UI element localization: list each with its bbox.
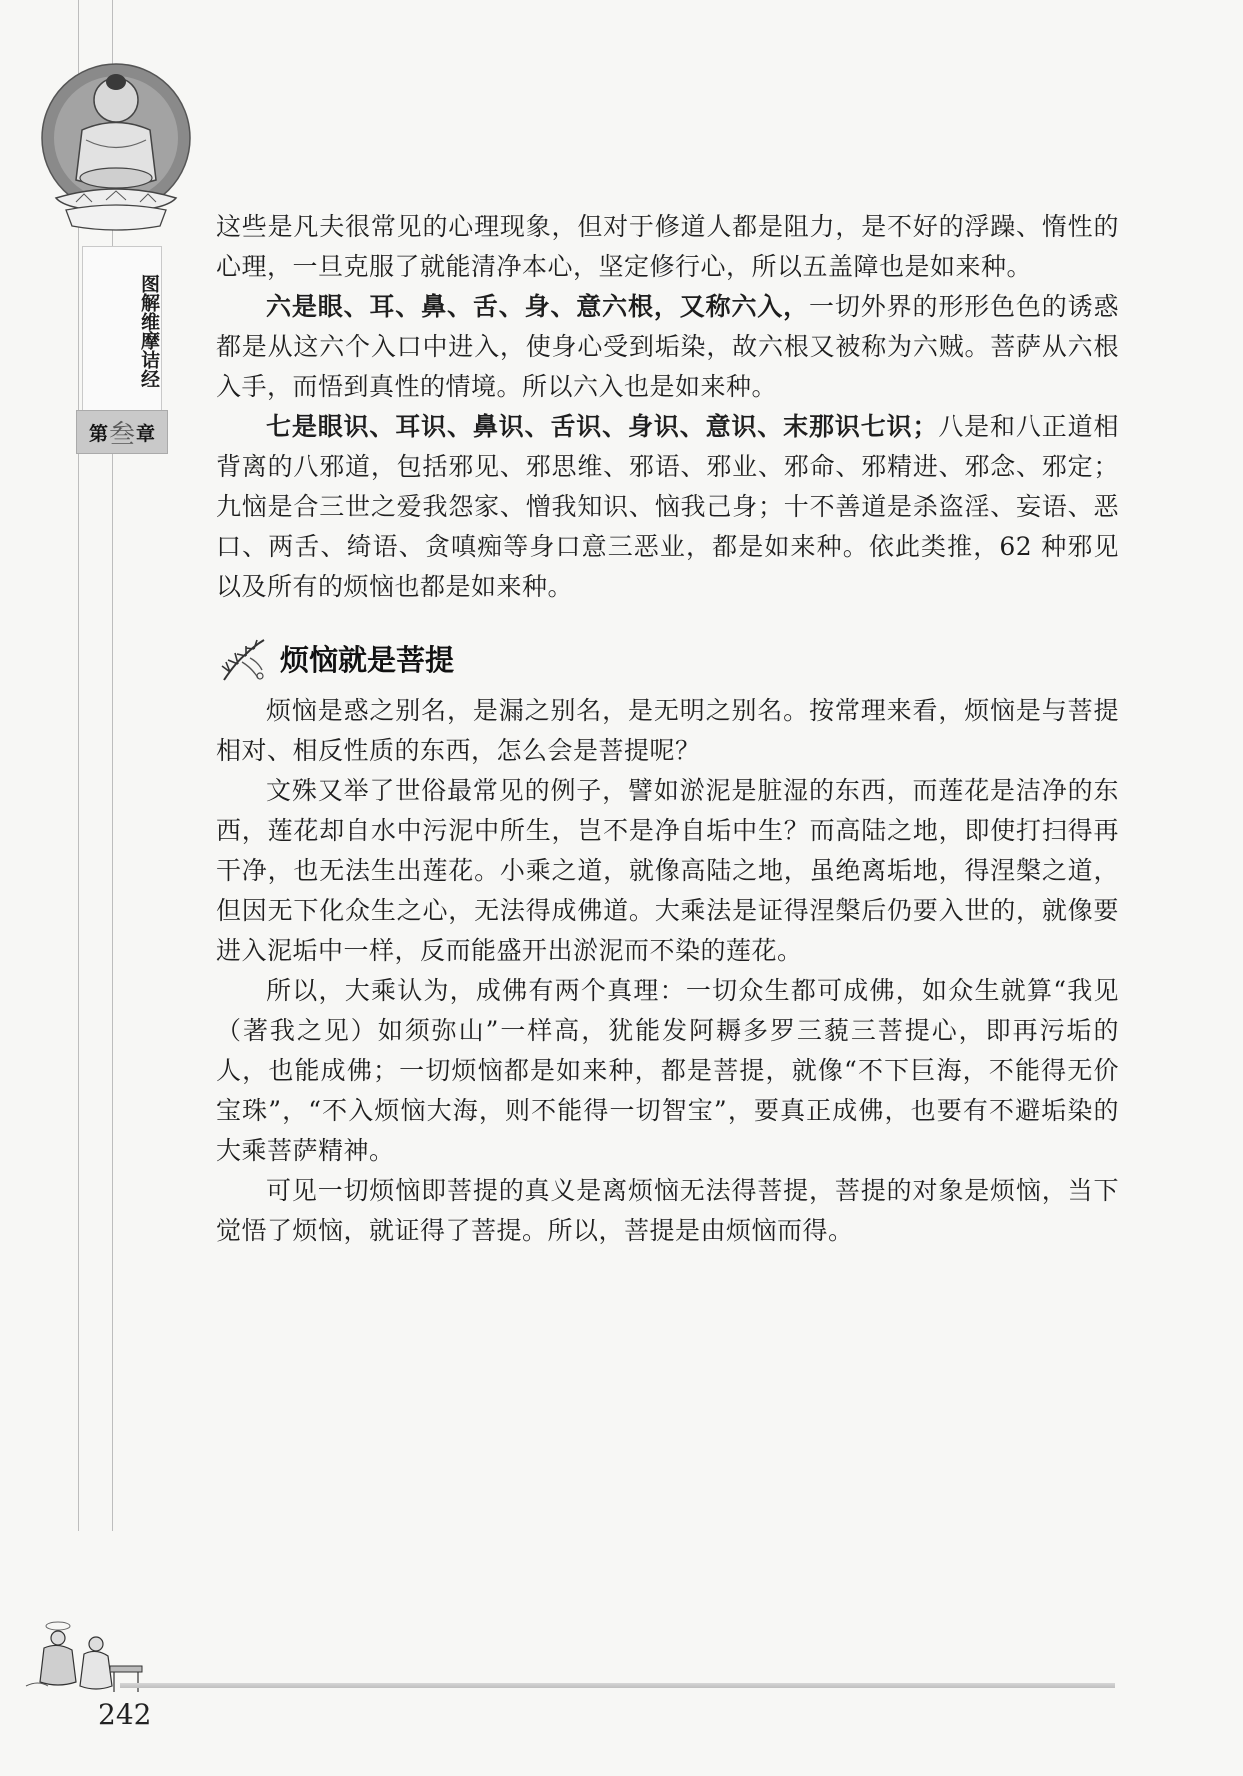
paragraph-5: 文殊又举了世俗最常见的例子，譬如淤泥是脏湿的东西，而莲花是洁净的东西，莲花却自水中污泥中所生，岂不是净自垢中生？而高陆之地，即使打扫得再干净，也无法生出莲花。小乘之道，就像高陆之地，虽绝离垢地，得涅槃之道，但因无下化众生之心，无法得成佛道。大乘法是证得涅槃后仍要入世的，就像要进入泥垢中一样，反而能盛开出淤泥而不染的莲花。: [216, 776, 1119, 965]
chapter-suffix: 章: [136, 422, 156, 445]
paragraph-2: [216, 287, 1119, 407]
chapter-prefix: 第: [88, 422, 108, 445]
footer-rule: [120, 1683, 1115, 1688]
paragraph-2-bold: 六是眼、耳、鼻、舌、身、意六根，又称六入，: [266, 292, 810, 321]
book-title-box: [82, 246, 162, 413]
section-heading: [216, 631, 1119, 685]
book-title: 图解维摩诘经: [138, 273, 160, 388]
paragraph-6: 所以，大乘认为，成佛有两个真理：一切众生都可成佛，如众生就算“我见（著我之见）如须弥山”一样高，犹能发阿耨多罗三藐三菩提心，即再污垢的人，也能成佛；一切烦恼都是如来种，都是菩提，就像“不下巨海，不能得无价宝珠”，“不入烦恼大海，则不能得一切智宝”，要真正成佛，也要有不避垢染的大乘菩萨精神。: [216, 976, 1119, 1165]
paragraph-3-bold: 七是眼识、耳识、鼻识、舌识、身识、意识、末那识七识；: [266, 412, 938, 441]
chapter-number: 叁: [108, 419, 135, 450]
paragraph-7: 可见一切烦恼即菩提的真义是离烦恼无法得菩提，菩提的对象是烦恼，当下觉悟了烦恼，就证得了菩提。所以，菩提是由烦恼而得。: [216, 1176, 1119, 1245]
paragraph-2-text: 一切外界的形形色色的诱惑都是从这六个入口中进入，使身心受到垢染，故六根又被称为六贼。菩萨从六根入手，而悟到真性的情境。所以六入也是如来种。: [216, 292, 1119, 401]
paragraph-3: [216, 407, 1119, 607]
chapter-label: [76, 410, 168, 454]
paragraph-3-text: 八是和八正道相背离的八邪道，包括邪见、邪思维、邪语、邪业、邪命、邪精进、邪念、邪定；九恼是合三世之爱我怨家、憎我知识、恼我己身；十不善道是杀盗淫、妄语、恶口、两舌、绮语、贪嗔痴等身口意三恶业，都是如来种。依此类推，62 种邪见以及所有的烦恼也都是如来种。: [216, 412, 1119, 601]
main-text: [216, 207, 1119, 1251]
section-heading-text: 烦恼就是菩提: [280, 642, 455, 677]
pine-branch-icon: [216, 632, 270, 684]
page-number: 242: [98, 1698, 152, 1731]
buddha-illustration: [36, 60, 196, 240]
paragraph-1: 这些是凡夫很常见的心理现象，但对于修道人都是阻力，是不好的浮躁、惰性的心理，一旦克服了就能清净本心，坚定修行心，所以五盖障也是如来种。: [216, 212, 1119, 281]
paragraph-4: 烦恼是惑之别名，是漏之别名，是无明之别名。按常理来看，烦恼是与菩提相对、相反性质的东西，怎么会是菩提呢？: [216, 696, 1119, 765]
